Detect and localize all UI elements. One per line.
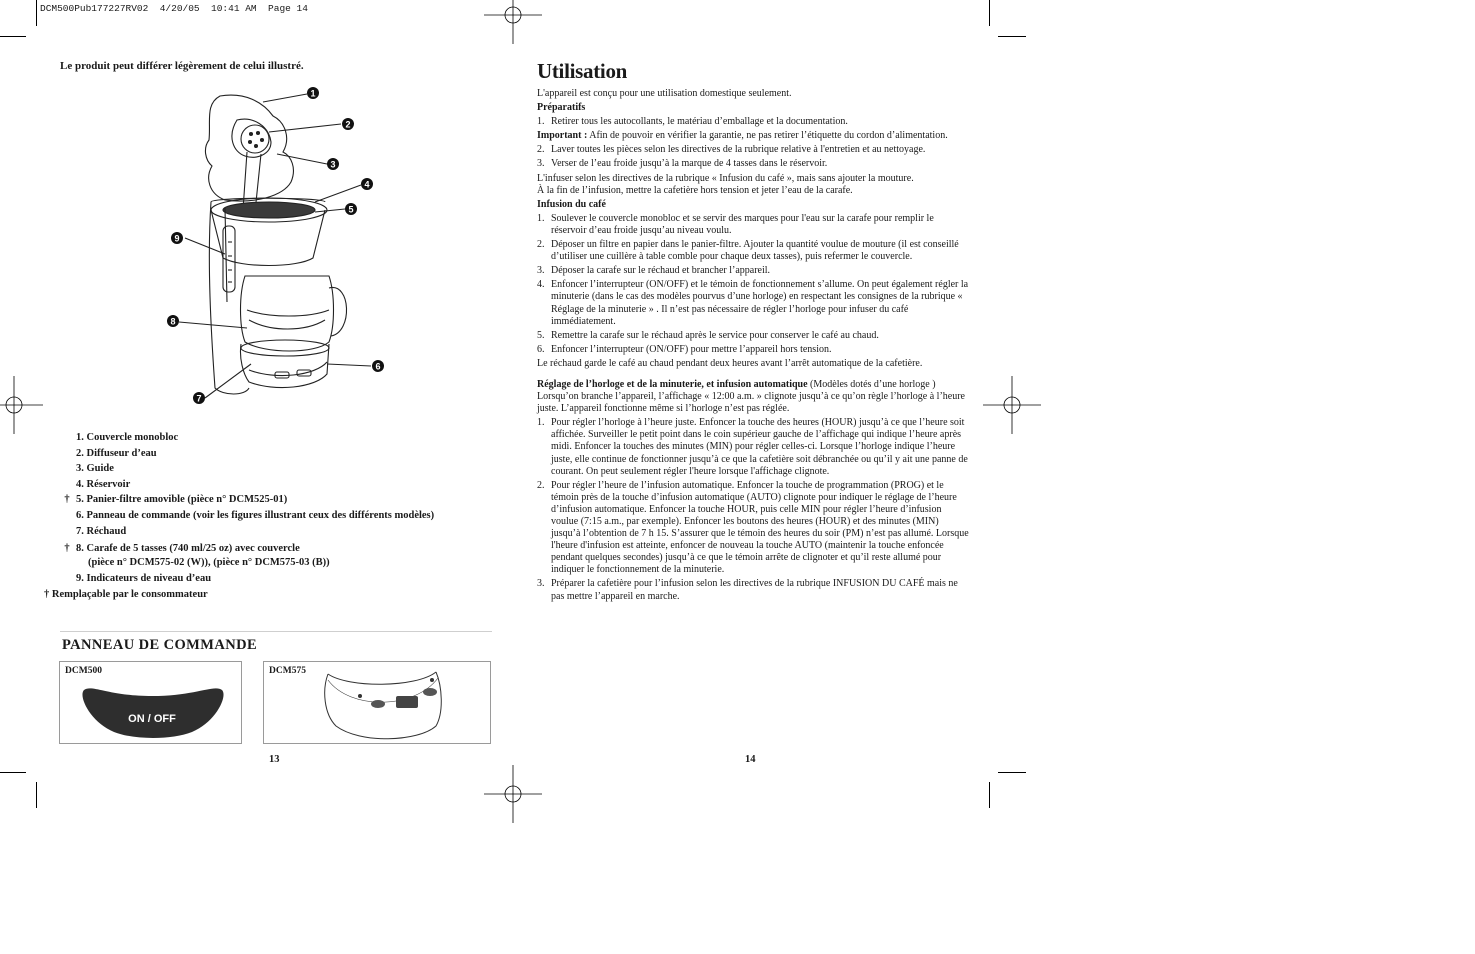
paragraph: L'infuser selon les directives de la rubrique « Infusion du café », mais sans ajouter la mouture. — [537, 172, 914, 184]
list-item: 2. Déposer un filtre en papier dans le panier-filtre. Ajouter la quantité voulue de mouture (il est conseillé d’utiliser une cuillère à table comble pour chaque deux tasses), puis refermer le couvercle. — [537, 239, 959, 263]
crop-mark — [989, 782, 990, 808]
product-disclaimer: Le produit peut différer légèrement de celui illustré. — [60, 60, 304, 72]
list-item: † 5. Panier-filtre amovible (pièce n° DCM525-01) — [64, 494, 288, 506]
model-label: DCM575 — [269, 666, 306, 676]
list-item: 2. Diffuseur d’eau — [76, 447, 157, 459]
callout-badges — [167, 87, 384, 404]
parts-list — [44, 430, 500, 603]
list-item: 6. Panneau de commande (voir les figures illustrant ceux des différents modèles) — [76, 509, 435, 521]
crop-mark — [998, 36, 1026, 37]
registration-mark-icon — [484, 765, 542, 823]
control-panel-dcm500 — [59, 661, 242, 744]
warming-plate-note: Le réchaud garde le café au chaud pendant deux heures avant l’arrêt automatique de la cafetière. — [537, 357, 923, 369]
list-item: 1. Couvercle monobloc — [76, 432, 179, 443]
registration-mark-icon — [0, 376, 43, 434]
important-note: Important : Afin de pouvoir en vérifier la garantie, ne pas retirer l’étiquette du cordon d’alimentation. — [537, 130, 948, 142]
crop-mark — [36, 0, 37, 26]
registration-mark-icon — [484, 0, 542, 44]
print-slug: DCM500Pub177227RV02 4/20/05 10:41 AM Page 14 — [40, 3, 308, 14]
crop-mark — [998, 772, 1026, 773]
on-off-label: ON / OFF — [128, 713, 176, 725]
list-item: (pièce n° DCM575-02 (W)), (pièce n° DCM575-03 (B)) — [88, 556, 330, 568]
callout-8: 8 — [170, 316, 176, 327]
callout-6: 6 — [375, 361, 381, 372]
list-item: 1. Retirer tous les autocollants, le matériau d’emballage et la documentation. — [537, 116, 848, 128]
list-item: 4. Enfoncer l’interrupteur (ON/OFF) et le témoin de fonctionnement s’allume. On peut également régler la minuterie (dans le cas des modèles pourvus d’une horloge) en respectant les consignes de la rubrique « Réglage de la minuterie » . Il n’est pas nécessaire de régler l’horloge pour infuser du café immédiatement. — [537, 279, 969, 327]
registration-mark-icon — [983, 376, 1041, 434]
clock-panel-illustration — [320, 666, 450, 742]
on-off-panel-illustration — [80, 682, 226, 742]
crop-mark — [989, 0, 990, 26]
crop-mark — [0, 772, 26, 773]
crop-mark — [36, 782, 37, 808]
control-panel-dcm575 — [263, 661, 491, 744]
section-divider — [60, 631, 492, 632]
clock-intro: Lorsqu’on branche l’appareil, l’affichage « 12:00 a.m. » clignote jusqu’à ce qu’on règle l’horloge à l’heure juste. L’appareil fonctionne même si l’horloge n’est pas réglée. — [537, 391, 965, 415]
model-label: DCM500 — [65, 666, 102, 676]
callout-5: 5 — [348, 204, 354, 215]
list-item: 7. Réchaud — [76, 525, 127, 537]
callout-3: 3 — [330, 159, 336, 170]
list-item: † 8. Carafe de 5 tasses (740 ml/25 oz) avec couvercle — [64, 543, 300, 555]
usage-section — [537, 58, 969, 605]
list-item: 9. Indicateurs de niveau d’eau — [76, 572, 212, 584]
callout-4: 4 — [364, 179, 370, 190]
page-number-left: 13 — [269, 754, 280, 765]
coffee-maker-illustration — [165, 82, 395, 407]
list-item: 3. Déposer la carafe sur le réchaud et brancher l’appareil. — [537, 265, 771, 277]
callout-1: 1 — [310, 88, 316, 99]
list-item: 2. Pour régler l’heure de l’infusion automatique. Enfoncer la touche de programmation (PROG) et le témoin près de la touche d’infusion automatique (AUTO) clignote pour indiquer le réglage de l’heure d’infusion automatique. Enfoncer la touche HOUR, puis celle MIN pour régler l’heure d’infusion voulue (7:15 a.m., par exemple). Enfoncer les boutons des heures (HOUR) et des minutes (MIN) jusqu’à l’obtention de 7 h 15. S’assurer que le témoin des heures du soir (PM) n’est pas allumé. Lorsque l'heure d'infusion est atteinte, enfoncer de nouveau la touche AUTO (maintenir la touche enfoncée pendant quelques secondes) jusqu’à ce que le témoin arrête de clignoter et qu’il reste allumé pour indiquer le fonctionnement de la minuterie. — [537, 479, 969, 576]
callout-7: 7 — [196, 393, 202, 404]
callout-9: 9 — [174, 233, 180, 244]
replaceable-note: † Remplaçable par le consommateur — [44, 589, 208, 601]
list-item: 1. Pour régler l’horloge à l’heure juste. Enfoncer la touche des heures (HOUR) jusqu’à ce que l’heure soit affichée. Surveiller le petit point dans le coin supérieur gauche de l’affichage qui indique l’heure après midi. Enfoncer la touches des minutes (MIN) pour régler celles-ci. Lorsque l’horloge indique l’heure juste, elle continue de fonctionner jusqu’à ce que la cafetière soit débranchée ou qu’il y ait une panne de courant. On peut seulement régler l'heure lorsque l'affichage clignote. — [537, 417, 968, 477]
list-item: 1. Soulever le couvercle monobloc et se servir des marques pour l'eau sur la carafe pour remplir le réservoir d’eau froide jusqu’au niveau voulu. — [537, 212, 934, 236]
callout-2: 2 — [345, 119, 351, 130]
intro-text: L'appareil est conçu pour une utilisation domestique seulement. — [537, 88, 792, 99]
brewing-heading: Infusion du café — [537, 198, 606, 210]
page-number-right: 14 — [745, 754, 756, 765]
list-item: 6. Enfoncer l’interrupteur (ON/OFF) pour mettre l’appareil hors tension. — [537, 343, 832, 355]
paragraph: À la fin de l’infusion, mettre la cafetière hors tension et jeter l’eau de la carafe. — [537, 184, 853, 196]
crop-mark — [0, 36, 26, 37]
list-item: 5. Remettre la carafe sur le réchaud après le service pour conserver le café au chaud. — [537, 329, 879, 341]
list-item: 2. Laver toutes les pièces selon les directives de la rubrique relative à l'entretien et au nettoyage. — [537, 144, 926, 156]
list-item: 4. Réservoir — [76, 478, 131, 490]
list-item: 3. Préparer la cafetière pour l’infusion selon les directives de la rubrique INFUSION DU CAFÉ mais ne pas mettre l’appareil en marche. — [537, 578, 958, 602]
control-panel-heading: PANNEAU DE COMMANDE — [62, 637, 258, 653]
preparation-heading: Préparatifs — [537, 102, 586, 114]
list-item: 3. Guide — [76, 463, 114, 475]
clock-heading: Réglage de l’horloge et de la minuterie, et infusion automatique (Modèles dotés d’une horloge ) — [537, 378, 936, 390]
page-title: Utilisation — [537, 59, 628, 83]
list-item: 3. Verser de l’eau froide jusqu’à la marque de 4 tasses dans le réservoir. — [537, 158, 828, 170]
